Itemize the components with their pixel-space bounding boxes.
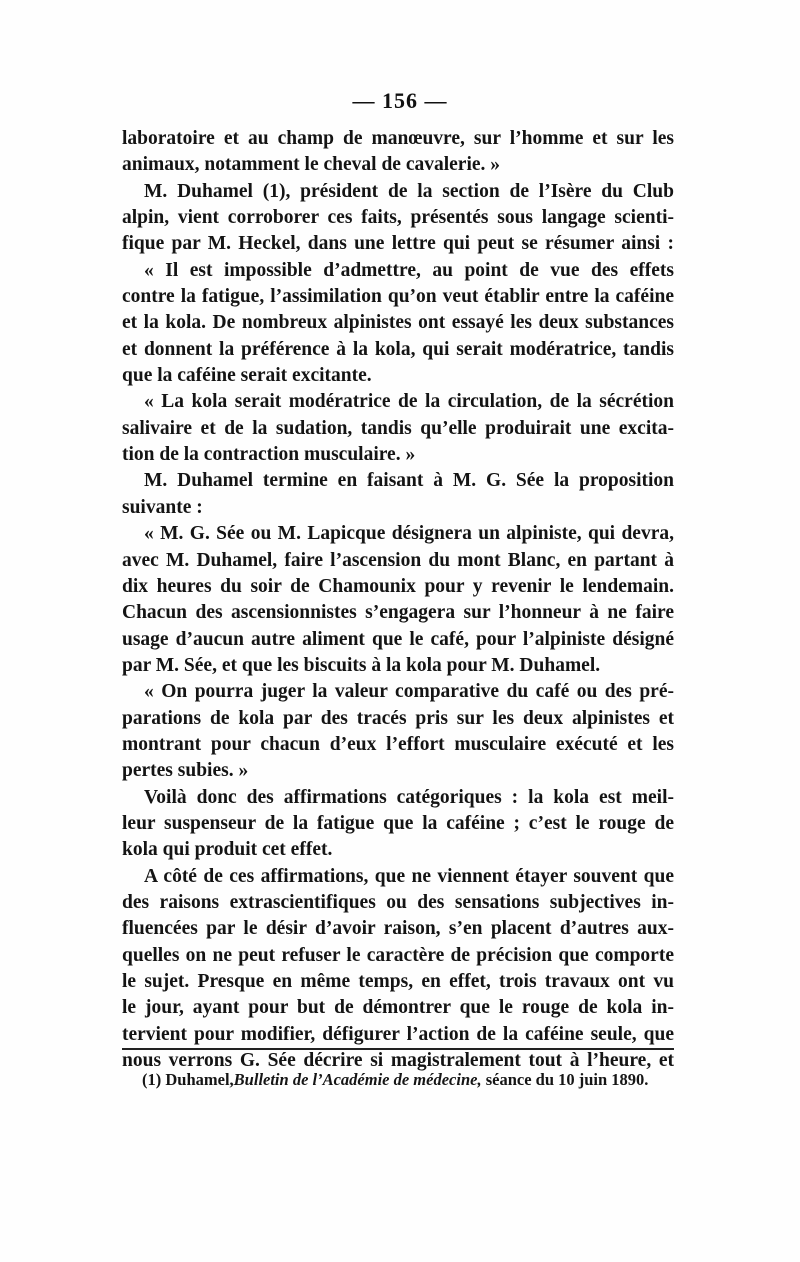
text-line: Voilà donc des affirmations catégoriques : la kola est meil- xyxy=(144,786,674,808)
text-line: parations de kola par des tracés pris sur les deux alpinistes et xyxy=(122,707,674,729)
text-line: Chacun des ascensionnistes s’engagera sur l’honneur à ne faire xyxy=(122,602,674,624)
text-line: suivante : xyxy=(122,496,203,518)
text-line: pertes subies. » xyxy=(122,760,249,782)
text-line: salivaire et de la sudation, tandis qu’elle produirait une excita- xyxy=(122,417,674,439)
footnote-citation-title: Bulletin de l’Académie de médecine, xyxy=(233,1070,482,1089)
footnote-marker: (1) Duhamel, xyxy=(142,1070,234,1089)
text-line: par M. Sée, et que les biscuits à la kola pour M. Duhamel. xyxy=(122,654,601,676)
text-line: laboratoire et au champ de manœuvre, sur l’homme et sur les xyxy=(122,128,674,149)
text-line: montrant pour chacun d’eux l’effort musculaire exécuté et les xyxy=(122,733,674,755)
footnote-divider xyxy=(122,1048,674,1050)
footnote-citation-rest: séance du 10 juin 1890. xyxy=(481,1070,649,1089)
text-line: animaux, notamment le cheval de cavalerie. » xyxy=(122,154,501,176)
footnote xyxy=(142,1070,682,1090)
text-line: avec M. Duhamel, faire l’ascension du mont Blanc, en partant à xyxy=(122,549,674,571)
text-line: « La kola serait modératrice de la circulation, de la sécrétion xyxy=(144,391,674,413)
text-line: A côté de ces affirmations, que ne viennent étayer souvent que xyxy=(144,865,674,887)
text-line: fique par M. Heckel, dans une lettre qui peut se résumer ainsi : xyxy=(122,233,674,255)
text-line: le jour, ayant pour but de démontrer que le rouge de kola in- xyxy=(122,997,674,1019)
text-line: M. Duhamel (1), président de la section de l’Isère du Club xyxy=(144,180,674,202)
text-line: que la caféine serait excitante. xyxy=(122,365,372,387)
text-line: et la kola. De nombreux alpinistes ont essayé les deux substances xyxy=(122,312,674,334)
text-line: « M. G. Sée ou M. Lapicque désignera un alpiniste, qui devra, xyxy=(144,523,674,545)
body-text xyxy=(122,126,674,1074)
text-line: et donnent la préférence à la kola, qui serait modératrice, tandis xyxy=(122,338,674,360)
text-line: des raisons extrascientifiques ou des sensations subjectives in- xyxy=(122,891,674,913)
text-line: contre la fatigue, l’assimilation qu’on veut établir entre la caféine xyxy=(122,286,674,308)
text-line: quelles on ne peut refuser le caractère de précision que comporte xyxy=(122,944,674,966)
text-line: « Il est impossible d’admettre, au point de vue des effets xyxy=(144,259,674,281)
text-line: fluencées par le désir d’avoir raison, s’en placent d’autres aux- xyxy=(122,918,674,940)
text-line: tion de la contraction musculaire. » xyxy=(122,444,416,466)
page-number: — 156 — xyxy=(352,88,448,113)
text-line: nous verrons G. Sée décrire si magistralement tout à l’heure, et xyxy=(122,1050,674,1072)
text-line: M. Duhamel termine en faisant à M. G. Sée la proposition xyxy=(144,470,674,492)
text-line: le sujet. Presque en même temps, en effet, trois travaux ont vu xyxy=(122,971,674,992)
text-line: tervient pour modifier, défigurer l’action de la caféine seule, que xyxy=(122,1023,674,1045)
text-line: usage d’aucun autre aliment que le café, pour l’alpiniste désigné xyxy=(122,628,674,650)
text-line: leur suspenseur de la fatigue que la caféine ; c’est le rouge de xyxy=(122,812,674,834)
text-line: alpin, vient corroborer ces faits, présentés sous langage scienti- xyxy=(122,207,674,229)
text-line: « On pourra juger la valeur comparative du café ou des pré- xyxy=(144,681,674,703)
text-line: dix heures du soir de Chamounix pour y revenir le lendemain. xyxy=(122,575,674,597)
text-line: kola qui produit cet effet. xyxy=(122,839,333,861)
